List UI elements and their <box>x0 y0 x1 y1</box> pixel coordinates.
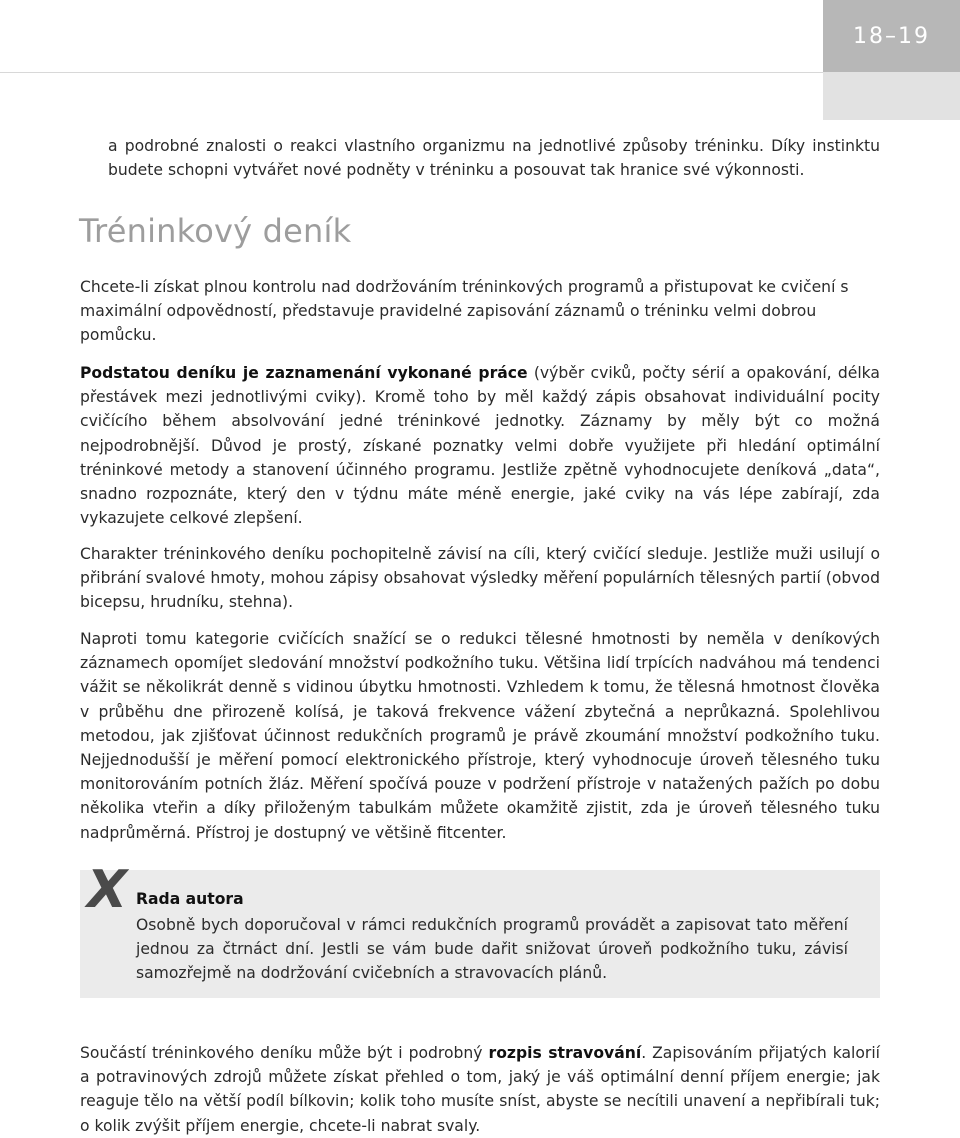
tip-text: Osobně bych doporučoval v rámci redukčních programů provádět a zapisovat tato měření jednou za čtrnáct dní. Jestli se vám bude dařit snižovat úroveň podkožního tuku, závisí samozřejmě na dodržování cvičebních a stravovacích plánů. <box>136 916 848 983</box>
intro-paragraph: a podrobné znalosti o reakci vlastního organizmu na jednotlivé způsoby tréninku. Díky instinktu budete schopni vytvářet nové podněty v tréninku a posouvat tak hranice své výkonnosti. <box>108 137 880 180</box>
paragraph-2-emphasis: Podstatou deníku je zaznamenání vykonané práce <box>80 364 528 382</box>
paragraph-1: Chcete-li získat plnou kontrolu nad dodržováním tréninkových programů a přistupovat ke cvičení s maximální odpovědností, představuje pravidelné zapisování záznamů o tréninku velmi dobrou pomůcku. <box>80 278 849 345</box>
closing-paragraph <box>80 1041 880 1138</box>
paragraph-2-text: (výběr cviků, počty sérií a opakování, délka přestávek mezi jednotlivými cviky). Kromě toho by měl každý zápis obsahovat individuální pocity cvičícího během absolvování jedné tréninkové jednotky. Záznamy by měly být co možná nejpodrobnější. Důvod je prostý, získané poznatky velmi dobře využijete při hledání optimální tréninkové metody a stanovení účinného programu. Jestliže zpětně vyhodnocujete deníková „data“, snadno rozpoznáte, který den v týdnu máte méně energie, jaké cviky na vás lépe zabírají, zda vykazujete celkové zlepšení. <box>80 364 880 528</box>
tip-title: Rada autora <box>136 890 244 908</box>
section-heading: Tréninkový deník <box>79 212 352 250</box>
closing-text-end: . Zapisováním přijatých kalorií a potravinových zdrojů můžete získat přehled o tom, jaký je váš optimální denní příjem energie; jak reaguje tělo na větší podíl bílkovin; kolik toho musíte sníst, abyste se necítili unavení a nepřibírali tuk; o kolik zvýšit příjem energie, chcete-li nabrat svaly. <box>80 1044 880 1135</box>
page-number: 18–19 <box>823 0 960 72</box>
header-divider <box>0 72 823 73</box>
paragraph-4: Naproti tomu kategorie cvičících snažící se o redukci tělesné hmotnosti by neměla v deníkových záznamech opomíjet sledování množství podkožního tuku. Většina lidí trpících nadváhou má tendenci vážit se několikrát denně s vidinou úbytku hmotnosti. Vzhledem k tomu, že tělesná hmotnost člověka v průběhu dne přirozeně kolísá, je taková frekvence vážení zbytečná a neprůkazná. Spolehlivou metodou, jak zjišťovat účinnost redukčních programů je právě zkoumání množství podkožního tuku. Nejjednodušší je měření pomocí elektronického přístroje, který vyhodnocuje úroveň tělesného tuku monitorováním potních žláz. Měření spočívá pouze v podržení přístroje v natažených pažích po dobu několika vteřin a díky přiloženým tabulkám můžete okamžitě zjistit, zda je úroveň tělesného tuku nadprůměrná. Přístroj je dostupný ve většině fitcenter. <box>80 630 880 842</box>
paragraph-2 <box>80 361 880 530</box>
closing-emphasis: rozpis stravování <box>488 1044 642 1062</box>
tip-x-icon: X <box>87 860 128 920</box>
paragraph-3: Charakter tréninkového deníku pochopitelně závisí na cíli, který cvičící sleduje. Jestliže muži usilují o přibrání svalové hmoty, mohou zápisy obsahovat výsledky měření populárních tělesných partií (obvod bicepsu, hrudníku, stehna). <box>80 545 880 612</box>
closing-text-start: Součástí tréninkového deníku může být i podrobný <box>80 1044 489 1062</box>
